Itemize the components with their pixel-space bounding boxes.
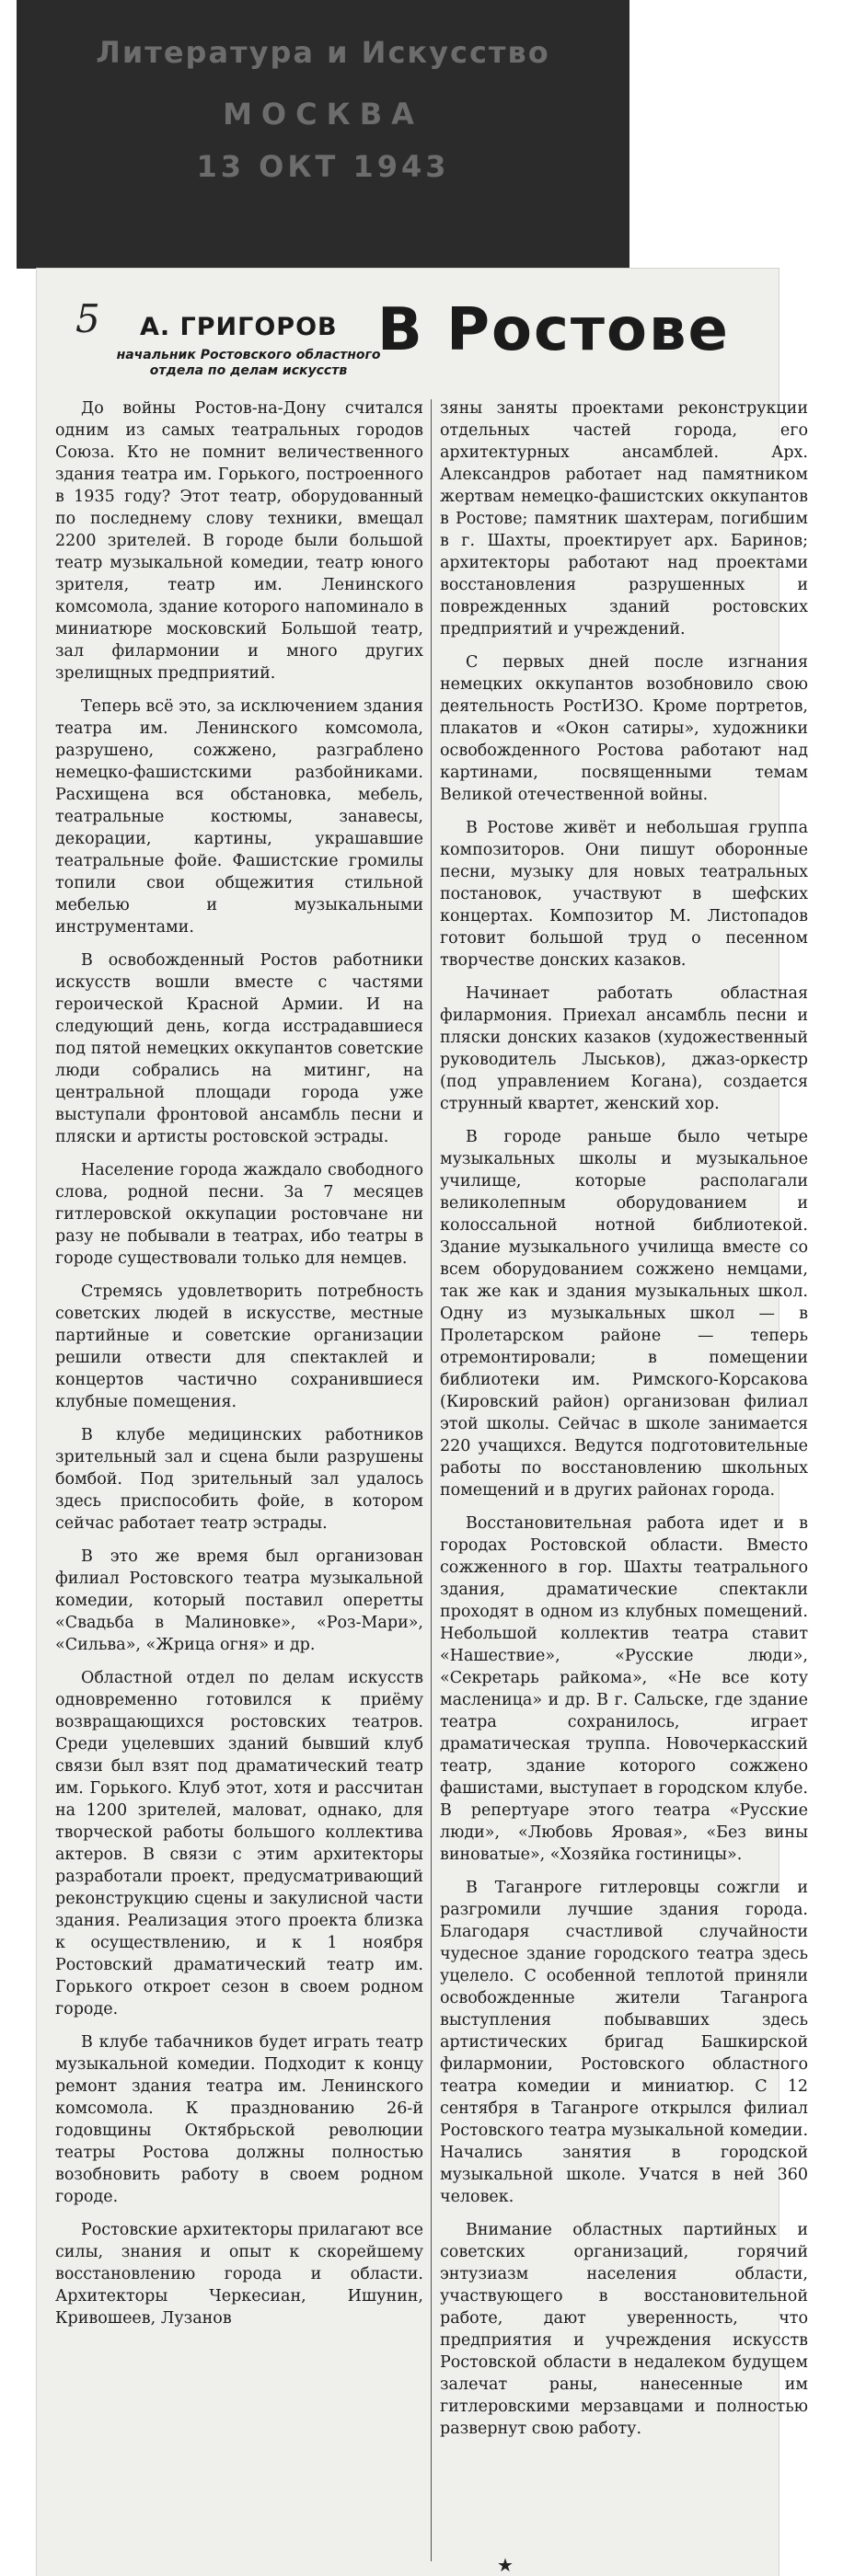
paragraph: зяны заняты проектами реконструкции отдельных частей города, его архитектурных ансамблей. Арх. Александров работает над памятником жертвам немецко-фашистских оккупантов в Ростове; памятник шахтерам, погибшим в г. Шахты, проектирует арх. Баринов; архитекторы работают над проектами восстановления разрушенных и поврежденных зданий ростовских предприятий и учреждений. — [440, 399, 808, 638]
paragraph: В клубе табачников будет играть театр музыкальной комедии. Подходит к концу ремонт здания театра им. Ленинского комсомола. К празднованию 26-й годовщины Октябрьской революции театры Ростова должны полностью возобновить работу в своем родном городе. — [55, 2033, 423, 2206]
paragraph: В Ростове живёт и небольшая группа композиторов. Они пишут оборонные песни, музыку для новых театральных постановок, участвуют в шефских концертах. Композитор М. Листопадов готовит большой труд о песенном творчестве донских казаков. — [440, 819, 808, 970]
paragraph: Стремясь удовлетворить потребность советских людей в искусстве, местные партийные и советские организации решили отвести для спектаклей и концертов частично сохранившиеся клубные помещения. — [55, 1282, 423, 1411]
paragraph: До войны Ростов-на-Дону считался одним из самых театральных городов Союза. Кто не помнит величественного здания театра им. Горького, построенного в 1935 году? Этот театр, оборудованный по последнему слову техники, вмещал 2200 зрителей. В городе были большой театр музыкальной комедии, театр юного зрителя, театр им. Ленинского комсомола, здание которого напоминало в миниатюре московский Большой театр, зал филармонии и много других зрелищных предприятий. — [55, 399, 423, 683]
paragraph: В освобожденный Ростов работники искусств вошли вместе с частями героической Красной Армии. И на следующий день, когда исстрадавшиеся под пятой немецких оккупантов советские люди собрались на митинг, на центральной площади города уже выступали фронтовой ансамбль песни и пляски и артисты ростовской эстрады. — [55, 951, 423, 1146]
handwritten-number: 5 — [75, 296, 100, 341]
stamp-date: 13 ОКТ 1943 — [196, 149, 450, 184]
paragraph: С первых дней после изгнания немецких оккупантов возобновило свою деятельность РостИЗО. Кроме портретов, плакатов и «Окон сатиры», художники освобожденного Ростова работают над картинами, посвященными темам Великой отечественной войны. — [440, 653, 808, 804]
paragraph: Население города жаждало свободного слова, родной песни. За 7 месяцев гитлеровской оккупации ростовчане ни разу не побывали в театрах, ибо театры в городе существовали только для немцев. — [55, 1161, 423, 1268]
paragraph: В это же время был организован филиал Ростовского театра музыкальной комедии, который поставил оперетты «Свадьба в Малиновке», «Роз-Мари», «Сильва», «Жрица огня» и др. — [55, 1547, 423, 1654]
paragraph: Восстановительная работа идет и в городах Ростовской области. Вместо сожженного в гор. Шахты театрального здания, драматические спектакли проходят в одном из клубных помещений. Небольшой коллектив театра ставит «Нашествие», «Русские люди», «Секретарь райкома», «Не все коту масленица» и др. В г. Сальске, где здание театра сохранилось, играет драматическая труппа. Новочеркасский театр, здание которого сожжено фашистами, выступает в городском клубе. В репертуаре этого театра «Русские люди», «Любовь Яровая», «Без вины виноватые», «Хозяйка гостиницы». — [440, 1514, 808, 1864]
paragraph: Начинает работать областная филармония. Приехал ансамбль песни и пляски донских казаков (художественный руководитель Лыськов), джаз-оркестр (под управлением Когана), создается струнный квартет, женский хор. — [440, 984, 808, 1113]
paragraph: В городе раньше было четыре музыкальных школы и музыкальное училище, которые располагали великолепным оборудованием и колоссальной нотной библиотекой. Здание музыкального училища вместе со всем оборудованием сожжено немцами, так же как и здания музыкальных школ. Одну из музыкальных школ — в Пролетарском районе — теперь отремонтировали; в помещении библиотеки им. Римского-Корсакова (Кировский район) организован филиал этой школы. Сейчас в школе занимается 220 учащихся. Ведутся подготовительные работы по восстановлению школьных помещений и в других районах города. — [440, 1128, 808, 1500]
article-headline: В Ростове — [377, 296, 730, 364]
star-ornament-icon: ★ — [497, 2554, 514, 2576]
paragraph: Внимание областных партийных и советских организаций, горячий энтузиазм населения области, участвующего в восстановительной работе, дают уверенность, что предприятия и учреждения искусств Ростовской области в недалеком будущем залечат раны, нанесенные им гитлеровскими мерзавцами и полностью развернут свою работу. — [440, 2221, 808, 2438]
paragraph: Ростовские архитекторы прилагают все силы, знания и опыт к скорейшему восстановлению города и области. Архитекторы Черкесиан, Ишунин, Кривошеев, Лузанов — [55, 2221, 423, 2328]
article-column-left — [55, 397, 423, 2340]
paragraph: Теперь всё это, за исключением здания театра им. Ленинского комсомола, разрушено, сожжено, разграблено немецко-фашистскими разбойниками. Расхищена вся обстановка, мебель, театральные костюмы, занавесы, декорации, картины, украшавшие театральные фойе. Фашистские громилы топили свои общежития стильной мебелью и музыкальными инструментами. — [55, 697, 423, 937]
stamp-city: МОСКВА — [223, 97, 423, 132]
stamp-publication: Литература и Искусство — [96, 35, 550, 70]
article-column-right — [440, 397, 808, 2451]
paragraph: В Таганроге гитлеровцы сожгли и разгромили лучшие здания города. Благодаря счастливой случайности чудесное здание городского театра здесь уцелело. С особенной теплотой приняли освобожденные жители Таганрога выступления побывавших здесь артистических бригад Башкирской филармонии, Ростовского областного театра комедии и миниатюр. С 12 сентября в Таганроге открылся филиал Ростовского театра музыкальной комедии. Начались занятия в городской музыкальной школе. Учатся в ней 360 человек. — [440, 1879, 809, 2206]
column-divider — [431, 399, 432, 2561]
newspaper-clipping — [37, 269, 809, 2576]
library-stamp — [17, 0, 629, 269]
paragraph: Областной отдел по делам искусств одновременно готовился к приёму возвращающихся ростовских театров. Среди уцелевших зданий бывший клуб связи был взят под драматический театр им. Горького. Клуб этот, хотя и рассчитан на 1200 зрителей, маловат, однако, для творческой работы большого коллектива актеров. В связи с этим архитекторы разработали проект, предусматривающий реконструкцию сцены и закулисной части здания. Реализация этого проекта близка к осуществлению, и к 1 ноября Ростовский драматический театр им. Горького откроет сезон в своем родном городе. — [55, 1669, 423, 2018]
author-role: начальник Ростовского областного отдела по делам искусств — [116, 348, 381, 378]
author-name: А. ГРИГОРОВ — [140, 313, 338, 341]
paragraph: В клубе медицинских работников зрительный зал и сцена были разрушены бомбой. Под зрительный зал удалось здесь приспособить фойе, в котором сейчас работает театр эстрады. — [55, 1426, 423, 1533]
